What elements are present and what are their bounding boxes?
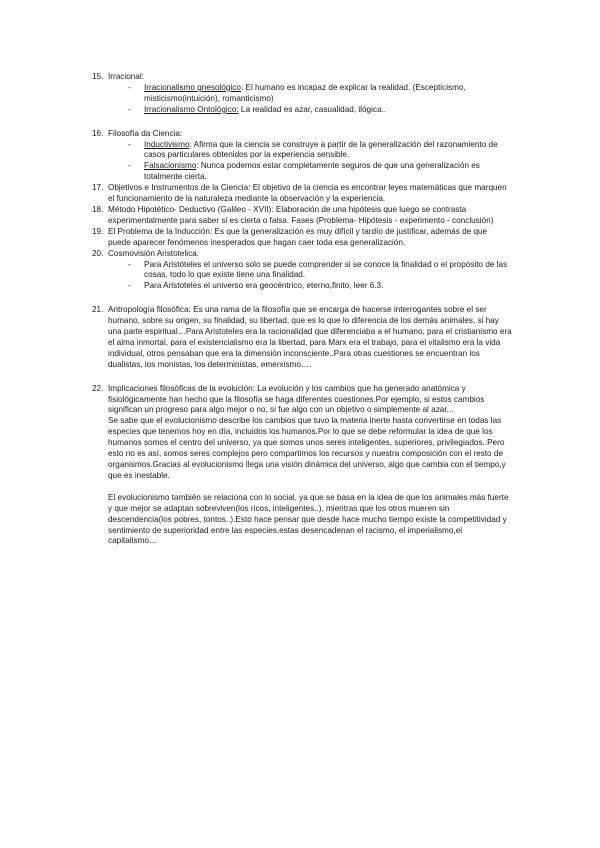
- document-body: [92, 72, 512, 547]
- item-text: Método Hipotético- Deductivo (Galileo - XVII): Elaboración de una hipótesis que luego se contrasta experimentalmente para saber si es cierta o falsa. Fases (Problema- Hipótesis - experimento - conclusión): [108, 204, 494, 225]
- sub-term: Irracionalismo Ontológico:: [144, 104, 239, 114]
- item-title: Irracional:: [108, 72, 144, 81]
- paragraph: El evolucionismo también se relaciona con lo social, ya que se basa en la idea de que los animales más fuerte y que mejor se adaptan sobreviven(los ricos, inteligentes..), mientras que los otros mueren sin descendencia(los pobres, tontos..).Esto hace pensar que desde hace mucho tiempo existe la competitividad y sentimiento de superioridad entre las especies,estas desencadenan el racismo, el imperialismo,el capitalismo…: [108, 492, 509, 546]
- sub-item: [92, 140, 512, 162]
- sub-text: : Nunca podemos estar completamente seguros de que una generalización es totalmente cierta.: [144, 161, 480, 182]
- list-item-17: [92, 183, 512, 205]
- list-item-15: [92, 72, 512, 83]
- sub-text: Para Aristóteles el universo solo se puede comprender si se conoce la finalidad o el propósito de las cosas, todo lo que existe tiene una finalidad.: [144, 259, 508, 280]
- sub-item: [92, 161, 512, 183]
- sub-item: [92, 105, 512, 116]
- sub-term: Irracionalismo gnesológico: [144, 82, 241, 92]
- sub-text: La realidad es azar, casualidad, ilógica..: [238, 104, 387, 114]
- list-item-16: [92, 129, 512, 140]
- item-number: 20.: [92, 248, 104, 258]
- item-number: 22.: [92, 383, 104, 393]
- sub-text: : Afirma que la ciencia se construye a partir de la generalización del razonamiento de casos particulares obtenidos por la experiencia sensible.: [144, 139, 498, 160]
- item-number: 21.: [92, 305, 104, 315]
- sub-text: Para Aristoteles el universo era geocéntrico, eterno,finito, leer 6.3.: [144, 281, 384, 291]
- list-item-18: [92, 205, 512, 227]
- sub-item: [92, 83, 512, 105]
- item-number: 17.: [92, 183, 104, 193]
- bullet-dash: -: [128, 82, 131, 92]
- paragraph: Se sabe que el evolucionismo describe los cambios que tuvo la materia inerte hasta convertirse en todas las especies que tenemos hoy en día, incluidos los humanos.Por lo que se debe reformular la idea de que los humanos somos el centro del universo, ya que somos unos seres inteligentes, superiores, privilegiados..Pero esto no es así, somos seres complejos pero compartimos los recursos y nuestra composición con el resto de organismos.Gracias al evolucionismo llega una visión dinámica del universo, algo que cambia con el tiempo,y que es inestable.: [108, 416, 506, 480]
- list-item-20: [92, 249, 512, 260]
- bullet-dash: -: [128, 281, 131, 291]
- bullet-dash: -: [128, 161, 131, 171]
- item-text: Antropología filosófica: Es una rama de la filosofía que se encarga de hacerse interrogantes sobre el ser humano, sobre su origen, su finalidad, su libertad, que es lo que lo diferencia de los demás animales, si hay una parte espiritual…Para Aristoteles era la racionalidad que diferenciaba a el humano, para el cristianismo era el alma inmortal, para el existencialismo era la libertad, para Marx era el trabajo, para el vitalismo era la vida individual, otros pensaban que era la dimensión inconsciente..Para otras cuestiones se encuentran los dualistas, los monistas, los deterministas, emerxismo….: [108, 305, 512, 369]
- item-number: 19.: [92, 226, 104, 236]
- item-title: Filosofía da Ciencia:: [108, 128, 183, 138]
- sub-item: [92, 281, 512, 292]
- paragraph-spacer: [108, 482, 512, 493]
- bullet-dash: -: [128, 139, 131, 149]
- item-number: 15.: [92, 72, 104, 81]
- bullet-dash: -: [128, 259, 131, 269]
- sub-term: Falsacionismo: [144, 161, 197, 171]
- item-title: Cosmovisión Aristotelica:: [108, 248, 200, 258]
- list-item-19: [92, 227, 512, 249]
- sub-text: : El humano es incapaz de explicar la realidad. (Escepticismo, misticismo(intuición), romanticismo): [144, 82, 466, 103]
- list-item-21: [92, 305, 512, 370]
- item-text: Objetivos e Instrumentos de la Ciencia: El objetivo de la ciencia es encontrar leyes matemáticas que marquen el funcionamiento de la naturaleza mediante la observación y la experiencia.: [108, 183, 507, 204]
- sub-item: [92, 260, 512, 282]
- list-item-22: [92, 384, 512, 548]
- bullet-dash: -: [128, 104, 131, 114]
- sub-term: Inductivismo: [144, 139, 190, 149]
- paragraph: Implicaciones filosóficas de la evolución: La evolución y los cambios que ha generado anatómica y fisiológicamente han hecho que la filosofía se haga diferentes cuestiones.Por ejemplo, si estos cambios significan un progreso para algo mejor o no, si fue algo con un objetivo o simplemente al azar,..: [108, 383, 485, 415]
- item-number: 18.: [92, 204, 104, 214]
- item-text: El Problema de la Inducción: Es que la generalización es muy difícil y tardío de justificar, además de que puede aparecer fenómenos inesperados que hagan caer toda esa generalización.: [108, 226, 488, 247]
- item-number: 16.: [92, 128, 104, 138]
